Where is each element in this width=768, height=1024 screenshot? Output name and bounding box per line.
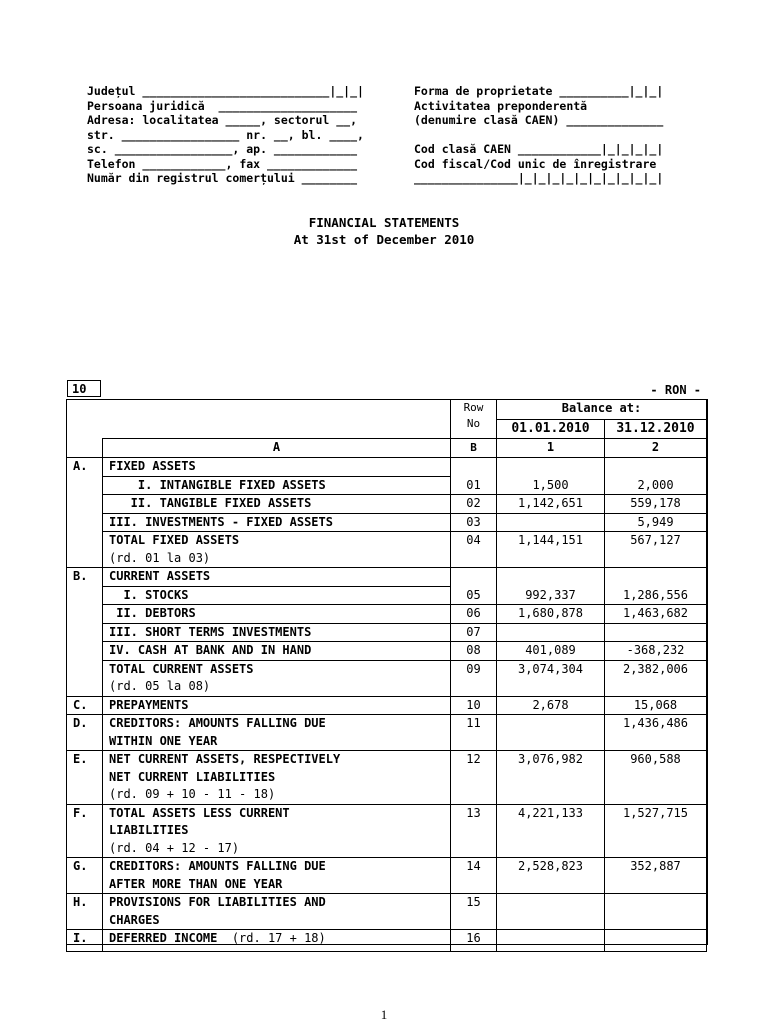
value-2010-12 [605,894,707,930]
row-label: FIXED ASSETS [103,458,451,477]
row-number: 01 [451,458,497,495]
row-number: 08 [451,642,497,661]
value-2010-12: 1,463,682 [605,605,707,624]
row-formula: (rd. 09 + 10 - 11 - 18) [109,787,276,801]
value-2010-01: 1,680,878 [497,605,605,624]
header-right-line: Forma de proprietate __________|_|_| [414,84,664,98]
document-title: FINANCIAL STATEMENTS [308,215,460,230]
header-left-line: sc. _________________, ap. ____________ [87,142,358,156]
value-2010-01 [497,930,605,952]
row-label: TOTAL CURRENT ASSETS (rd. 05 la 08) [103,660,451,696]
row-label: I. STOCKS [103,586,451,605]
value-2010-01 [497,894,605,930]
row-number: 12 [451,751,497,805]
row-number: 03 [451,513,497,532]
value-2010-01: 3,076,982 [497,751,605,805]
row-number: 16 [451,930,497,952]
row-number: 05 [451,568,497,605]
row-number: 06 [451,605,497,624]
value-2010-01: 1,500 [497,458,605,495]
currency-label: - RON - [650,383,701,397]
value-2010-01: 2,678 [497,696,605,715]
header-left-line: Persoana juridică ____________________ [87,99,358,113]
value-2010-01: 1,144,151 [497,532,605,568]
row-formula: (rd. 01 la 03) [109,550,211,565]
section-letter: H. [67,894,103,930]
row-number: 11 [451,715,497,751]
value-2010-12 [605,930,707,952]
index-2: 2 [605,439,707,458]
section-letter: C. [67,696,103,715]
value-2010-12: -368,232 [605,642,707,661]
row-formula: (rd. 05 la 08) [109,679,211,693]
header-left-line: str. _________________ nr. __, bl. ____, [87,128,364,142]
index-a: A [103,439,451,458]
date2-header: 31.12.2010 [605,420,707,439]
row-number: 14 [451,858,497,894]
value-2010-12: 2,382,006 [605,660,707,696]
row-label: PROVISIONS FOR LIABILITIES AND CHARGES [103,894,451,930]
row-number: 09 [451,660,497,696]
header-left-line: Telefon ____________, fax _____________ [87,157,358,171]
row-label: TOTAL ASSETS LESS CURRENT LIABILITIES (rd. 04 + 12 - 17) [103,804,451,858]
header-right-line: Activitatea preponderentă [414,99,588,113]
header-blank [67,400,451,439]
value-2010-01: 401,089 [497,642,605,661]
section-letter: F. [67,804,103,858]
value-2010-01 [497,513,605,532]
header-right-line: Cod clasă CAEN ____________|_|_|_|_| [414,142,664,156]
value-2010-01: 4,221,133 [497,804,605,858]
header-right-line: _______________|_|_|_|_|_|_|_|_|_|_| [414,171,664,185]
row-label: CREDITORS: AMOUNTS FALLING DUE AFTER MORE THAN ONE YEAR [103,858,451,894]
row-label: CREDITORS: AMOUNTS FALLING DUE WITHIN ONE YEAR [103,715,451,751]
value-2010-12: 1,527,715 [605,804,707,858]
value-2010-12: 960,588 [605,751,707,805]
row-label: DEFERRED INCOME (rd. 17 + 18) [103,930,451,952]
balance-header: Balance at: [497,400,707,420]
value-2010-12: 2,000 [605,458,707,495]
value-2010-12: 352,887 [605,858,707,894]
header-left-line: Număr din registrul comerțului ________ [87,171,358,185]
value-2010-01: 1,142,651 [497,495,605,514]
financial-statement-table [66,399,707,952]
section-letter: E. [67,751,103,805]
header-left-line: Județul ___________________________|_|_| [87,84,364,98]
section-letter: D. [67,715,103,751]
section-letter: B. [67,568,103,697]
value-2010-12: 567,127 [605,532,707,568]
value-2010-12: 5,949 [605,513,707,532]
value-2010-01: 3,074,304 [497,660,605,696]
date1-header: 01.01.2010 [497,420,605,439]
header-right-line: Cod fiscal/Cod unic de înregistrare [414,157,657,171]
row-no-header: Row No [451,400,497,439]
value-2010-01: 992,337 [497,568,605,605]
value-2010-01 [497,715,605,751]
value-2010-12: 1,286,556 [605,568,707,605]
index-b: B [451,439,497,458]
value-2010-01 [497,623,605,642]
row-label: III. INVESTMENTS - FIXED ASSETS [103,513,451,532]
row-label: I. INTANGIBLE FIXED ASSETS [103,476,451,495]
row-number: 02 [451,495,497,514]
row-formula: (rd. 17 + 18) [217,931,326,945]
row-label: NET CURRENT ASSETS, RESPECTIVELY NET CURRENT LIABILITIES (rd. 09 + 10 - 11 - 18) [103,751,451,805]
header-right-line: (denumire clasă CAEN) ______________ [414,113,664,127]
index-1: 1 [497,439,605,458]
row-number: 15 [451,894,497,930]
value-2010-12: 1,436,486 [605,715,707,751]
row-number: 04 [451,532,497,568]
row-number: 13 [451,804,497,858]
value-2010-12: 15,068 [605,696,707,715]
section-letter: G. [67,858,103,894]
row-label: TOTAL FIXED ASSETS (rd. 01 la 03) [103,532,451,568]
value-2010-12 [605,623,707,642]
row-label: III. SHORT TERMS INVESTMENTS [103,623,451,642]
section-letter: A. [67,458,103,568]
row-label: II. DEBTORS [103,605,451,624]
row-label: II. TANGIBLE FIXED ASSETS [103,495,451,514]
value-2010-01: 2,528,823 [497,858,605,894]
section-letter: I. [67,930,103,952]
row-label: IV. CASH AT BANK AND IN HAND [103,642,451,661]
row-number: 07 [451,623,497,642]
header-left-line: Adresa: localitatea _____, sectorul __, [87,113,358,127]
document-subtitle: At 31st of December 2010 [293,232,475,247]
row-label: PREPAYMENTS [103,696,451,715]
row-formula: (rd. 04 + 12 - 17) [109,840,240,855]
index-blank [67,439,103,458]
value-2010-12: 559,178 [605,495,707,514]
page-number: 1 [380,1007,388,1022]
form-id-box: 10 [67,380,101,397]
row-label: CURRENT ASSETS [103,568,451,587]
row-number: 10 [451,696,497,715]
